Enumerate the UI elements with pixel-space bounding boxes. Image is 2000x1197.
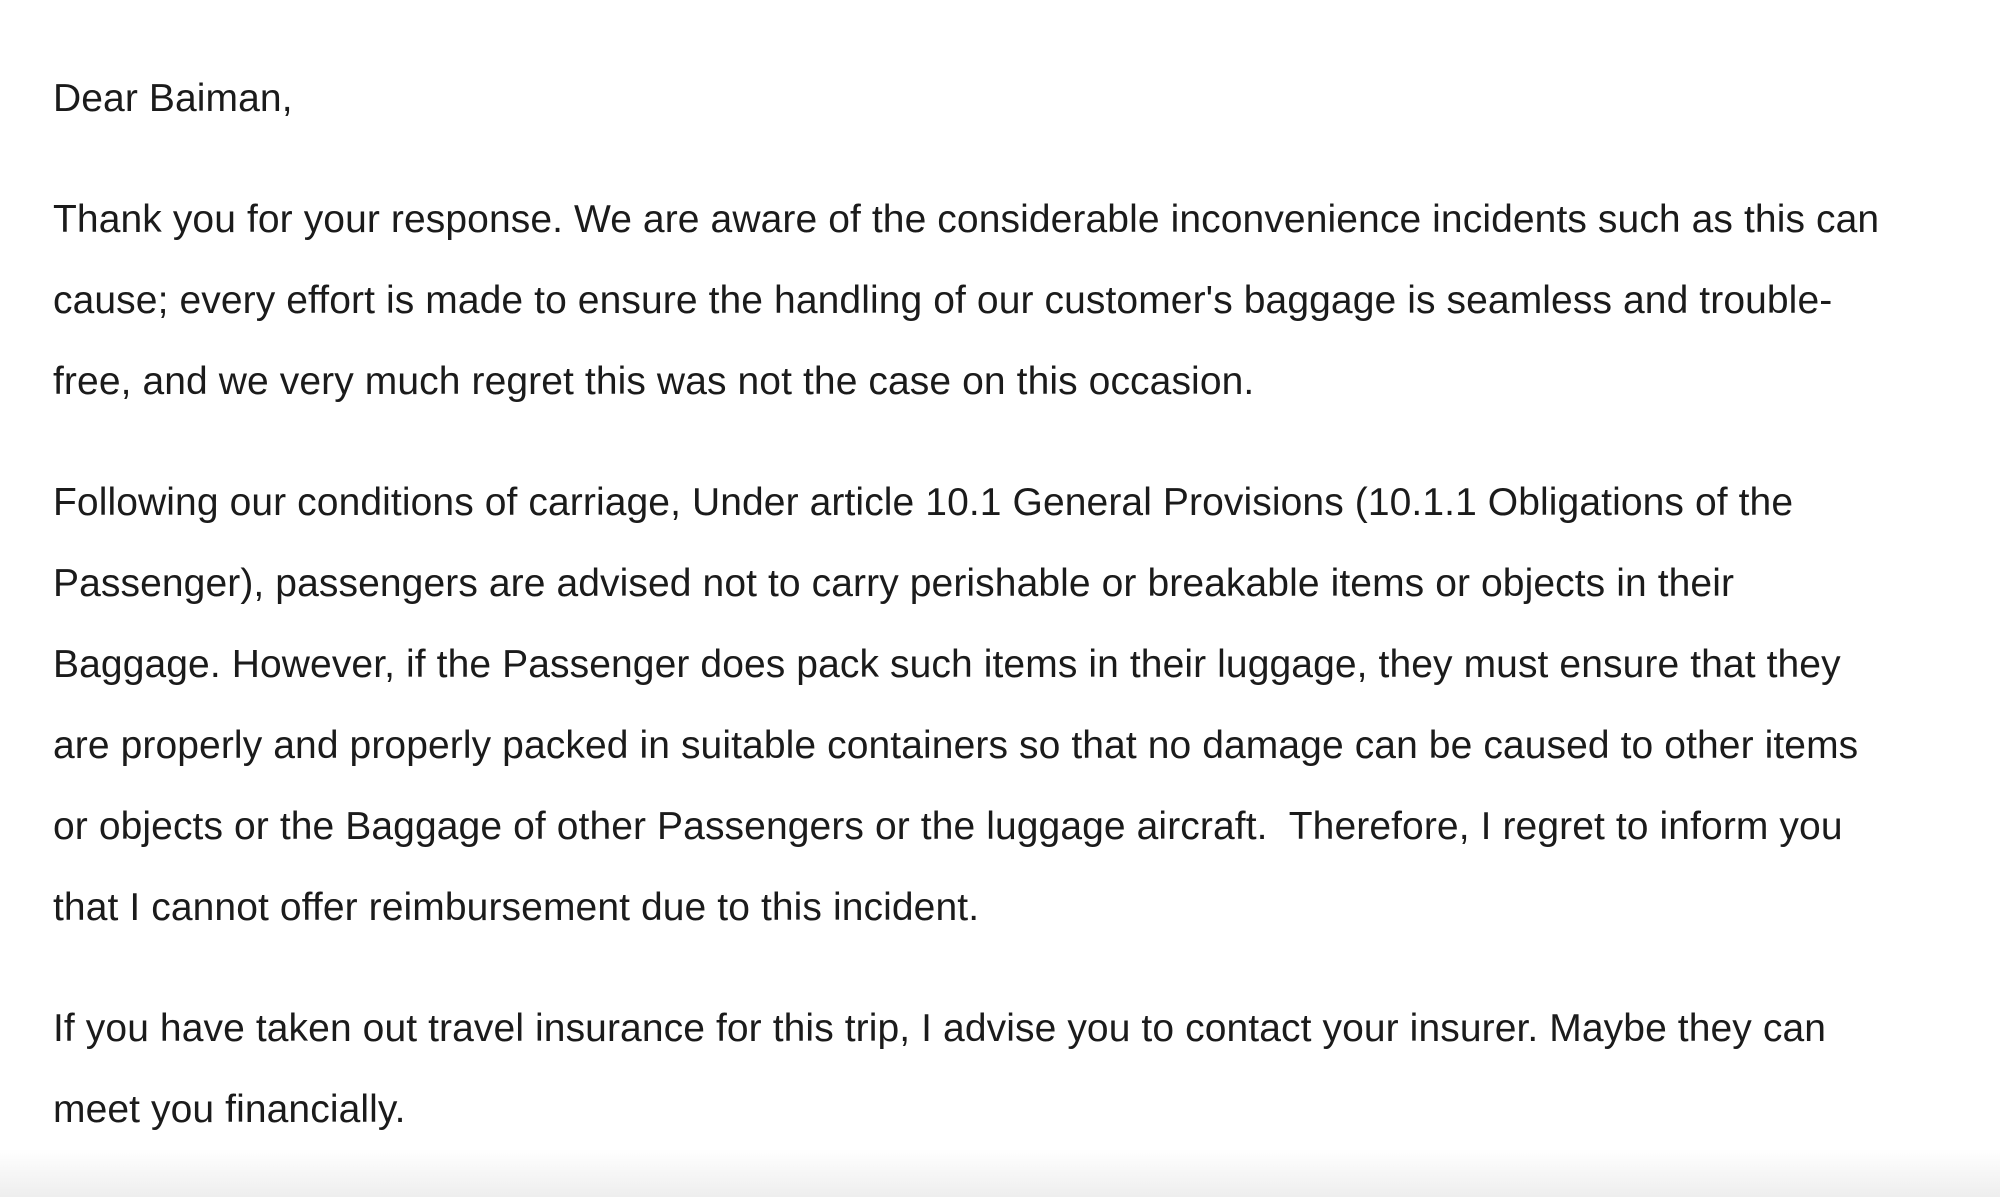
- paragraph-line: Following our conditions of carriage, Under article 10.1 General Provisions (10.1.1 Obligations of the: [53, 481, 1794, 524]
- paragraph-line: meet you financially.: [53, 1088, 406, 1131]
- greeting: [53, 58, 1983, 139]
- paragraph-line: are properly and properly packed in suitable containers so that no damage can be caused to other items: [53, 724, 1859, 767]
- paragraph-line: cause; every effort is made to ensure the handling of our customer's baggage is seamless and trouble-: [53, 279, 1833, 322]
- letter-body: [53, 58, 1983, 1150]
- paragraph-line: or objects or the Baggage of other Passengers or the luggage aircraft. Therefore, I regret to inform you: [53, 805, 1843, 848]
- paragraph-line: Thank you for your response. We are aware of the considerable inconvenience incidents such as this can: [53, 198, 1880, 241]
- paragraph-conditions: [53, 462, 1983, 948]
- bottom-shadow: [0, 1149, 2000, 1197]
- paragraph-insurance: [53, 988, 1983, 1150]
- paragraph-line: If you have taken out travel insurance for this trip, I advise you to contact your insurer. Maybe they can: [53, 1007, 1827, 1050]
- paragraph-line: Passenger), passengers are advised not to carry perishable or breakable items or objects in their: [53, 562, 1735, 605]
- paragraph-apology: [53, 179, 1983, 422]
- paragraph-line: Baggage. However, if the Passenger does pack such items in their luggage, they must ensure that they: [53, 643, 1841, 686]
- paragraph-line: that I cannot offer reimbursement due to this incident.: [53, 886, 980, 929]
- greeting-text: Dear Baiman,: [53, 77, 293, 120]
- paragraph-line: free, and we very much regret this was not the case on this occasion.: [53, 360, 1255, 403]
